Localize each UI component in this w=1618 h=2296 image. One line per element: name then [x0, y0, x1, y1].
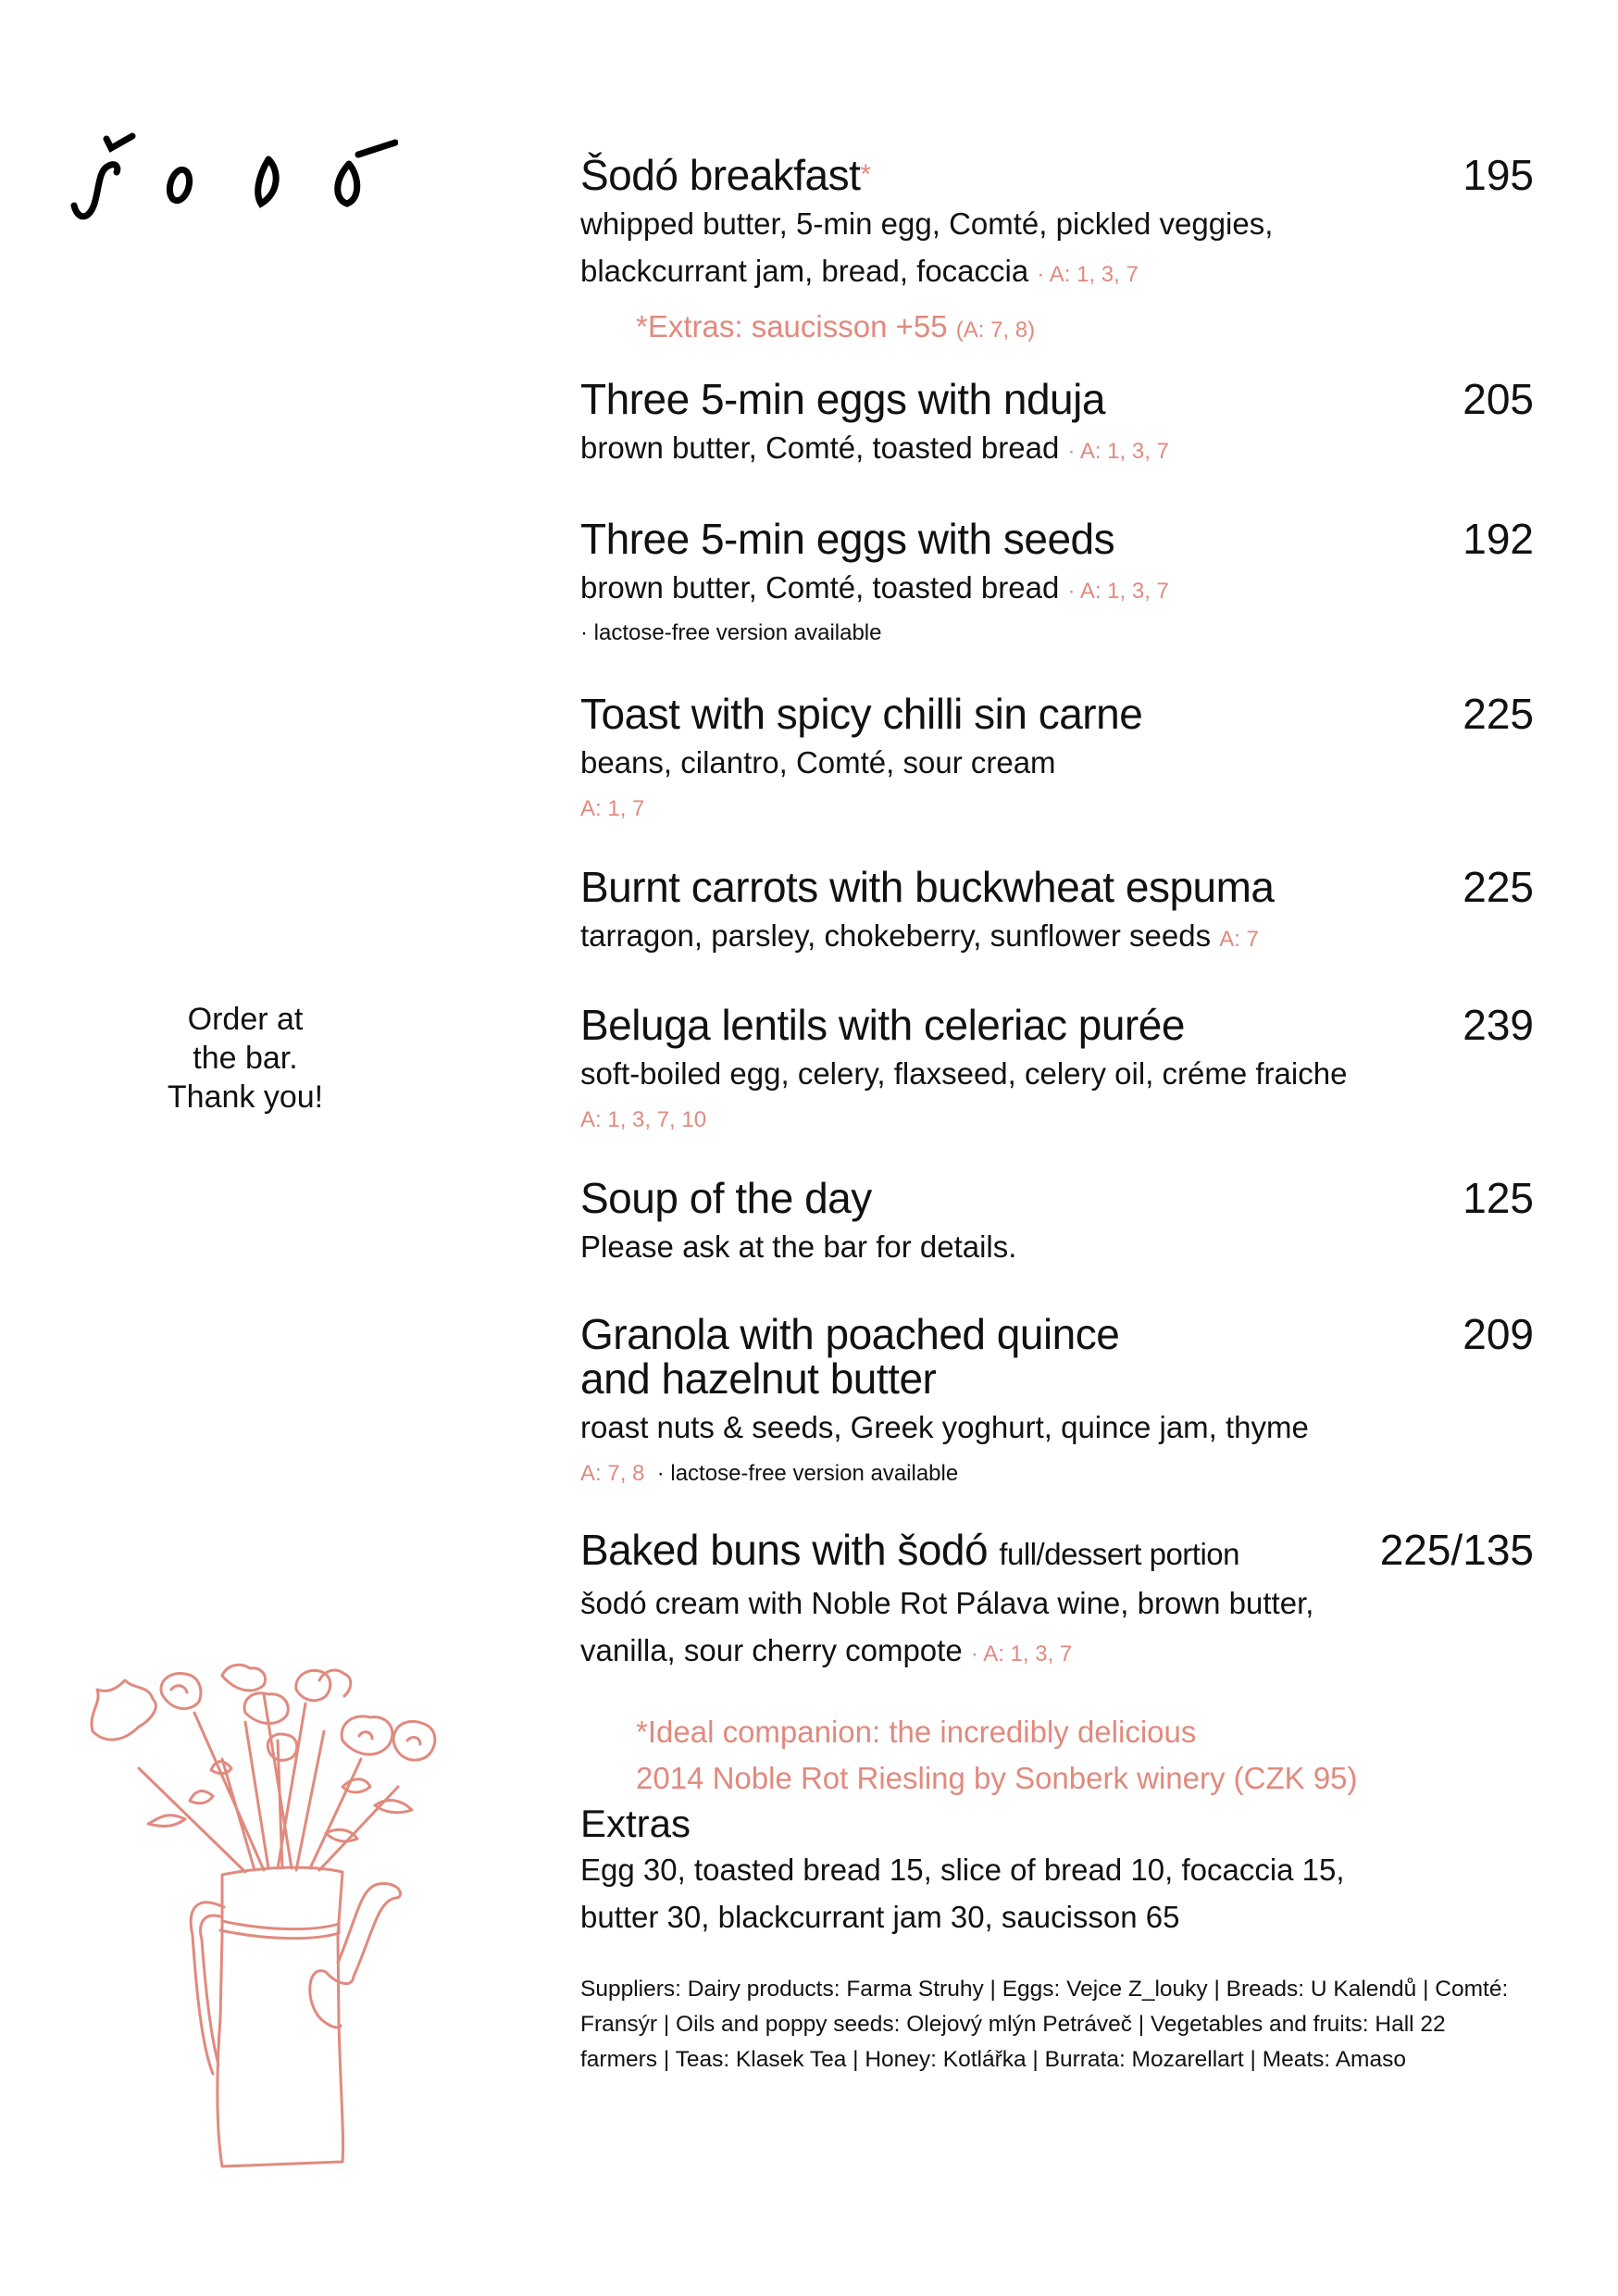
allergen-list: · A: 1, 3, 7 [1037, 262, 1139, 287]
extras-note-text: *Extras: saucisson +55 [636, 309, 948, 343]
item-description: Please ask at the bar for details. [580, 1229, 1017, 1264]
companion-line: 2014 Noble Rot Riesling by Sonberk winery (CZK 95) [636, 1761, 1358, 1795]
item-description: soft-boiled egg, celery, flaxseed, celery oil, créme fraiche [580, 1056, 1348, 1091]
item-name [580, 150, 871, 200]
suppliers-note [580, 1972, 1580, 2078]
item-description [580, 247, 1534, 298]
item-name [580, 1525, 1239, 1579]
extras-section [580, 1802, 1534, 1940]
item-description [580, 1627, 1534, 1678]
menu-item-granola [580, 1309, 1534, 1497]
side-note-line: the bar. [193, 1041, 298, 1076]
item-description-text: brown butter, Comté, toasted bread [580, 570, 1060, 605]
menu-item-beluga-lentils [580, 1000, 1534, 1143]
item-description: šodó cream with Noble Rot Pálava wine, brown butter, [580, 1586, 1314, 1620]
item-description: whipped butter, 5-min egg, Comté, pickled veggies, [580, 206, 1274, 241]
item-name-line: and hazelnut butter [580, 1354, 937, 1403]
sodo-logo [65, 111, 398, 222]
extras-note [580, 304, 1534, 354]
companion-line: *Ideal companion: the incredibly delicious [636, 1715, 1197, 1749]
allergen-list: A: 1, 7 [580, 796, 645, 821]
item-price: 209 [1462, 1310, 1534, 1358]
item-description: beans, cilantro, Comté, sour cream [580, 745, 1056, 780]
menu-item-burnt-carrots [580, 862, 1534, 963]
item-name: Soup of the day [580, 1174, 872, 1222]
item-name: Three 5-min eggs with nduja [580, 375, 1105, 423]
menu-item-chilli-toast [580, 689, 1534, 832]
item-price: 225 [1462, 863, 1534, 911]
flower-pot-illustration [83, 1657, 481, 2176]
lactose-free-note: · lactose-free version available [656, 1461, 959, 1486]
item-description [580, 564, 1534, 615]
allergen-list: A: 7 [1219, 927, 1259, 952]
allergen-list: · A: 1, 3, 7 [1067, 439, 1169, 464]
item-description [580, 912, 1534, 963]
menu-item-soup-of-the-day [580, 1173, 1534, 1270]
suppliers-line: Suppliers: Dairy products: Farma Struhy | Eggs: Vejce Z_louky | Breads: U Kalendů | Comté: [580, 1977, 1509, 2002]
order-at-bar-note [139, 1000, 352, 1117]
item-description [580, 424, 1534, 475]
menu-list [580, 150, 1534, 2078]
extras-line: Egg 30, toasted bread 15, slice of bread 10, focaccia 15, [580, 1853, 1345, 1887]
menu-item-eggs-seeds [580, 514, 1534, 652]
allergen-and-lactose-note [580, 1451, 1534, 1497]
allergen-list: (A: 7, 8) [955, 318, 1036, 343]
side-note-line: Order at [187, 1002, 304, 1037]
allergen-list: · A: 1, 3, 7 [1067, 579, 1169, 604]
lactose-free-note: · lactose-free version available [580, 620, 882, 645]
extras-title: Extras [580, 1802, 691, 1845]
item-description-text: blackcurrant jam, bread, focaccia [580, 254, 1029, 288]
item-name: Toast with spicy chilli sin carne [580, 690, 1143, 738]
item-name [580, 1309, 1119, 1404]
item-price: 125 [1462, 1174, 1534, 1222]
item-price: 225/135 [1379, 1526, 1534, 1574]
allergen-list: A: 7, 8 [580, 1461, 645, 1486]
item-description-text: vanilla, sour cherry compote [580, 1633, 963, 1667]
suppliers-line: Fransýr | Oils and poppy seeds: Olejový mlýn Petrávеč | Vegetables and fruits: Hall 22 [580, 2012, 1446, 2037]
portion-label: full/dessert portion [999, 1537, 1239, 1571]
suppliers-line: farmers | Teas: Klasek Tea | Honey: Kotlářka | Burrata: Mozarellart | Meats: Amaso [580, 2047, 1406, 2072]
item-name-text: Baked buns with šodó [580, 1526, 989, 1574]
item-name: Burnt carrots with buckwheat espuma [580, 863, 1275, 911]
item-price: 225 [1462, 690, 1534, 738]
extras-line: butter 30, blackcurrant jam 30, saucisson 65 [580, 1900, 1180, 1934]
item-price: 192 [1462, 515, 1534, 563]
item-price: 195 [1462, 151, 1534, 199]
item-name: Beluga lentils with celeriac purée [580, 1001, 1185, 1049]
wine-companion-note [580, 1709, 1534, 1802]
item-name: Three 5-min eggs with seeds [580, 515, 1115, 563]
item-price: 205 [1462, 375, 1534, 423]
allergen-list: A: 1, 3, 7, 10 [580, 1107, 707, 1132]
item-description-text: tarragon, parsley, chokeberry, sunflower seeds [580, 918, 1212, 953]
menu-item-baked-buns [580, 1525, 1534, 1802]
menu-item-sodo-breakfast [580, 150, 1534, 354]
item-name-text: Šodó breakfast [580, 151, 861, 199]
allergen-list: · A: 1, 3, 7 [970, 1641, 1073, 1666]
menu-item-eggs-nduja [580, 374, 1534, 475]
item-price: 239 [1462, 1001, 1534, 1049]
item-description-text: brown butter, Comté, toasted bread [580, 430, 1060, 465]
side-note-line: Thank you! [167, 1079, 324, 1115]
asterisk-mark: * [860, 159, 871, 190]
item-name-line: Granola with poached quince [580, 1310, 1120, 1358]
item-description: roast nuts & seeds, Greek yoghurt, quince jam, thyme [580, 1410, 1309, 1444]
